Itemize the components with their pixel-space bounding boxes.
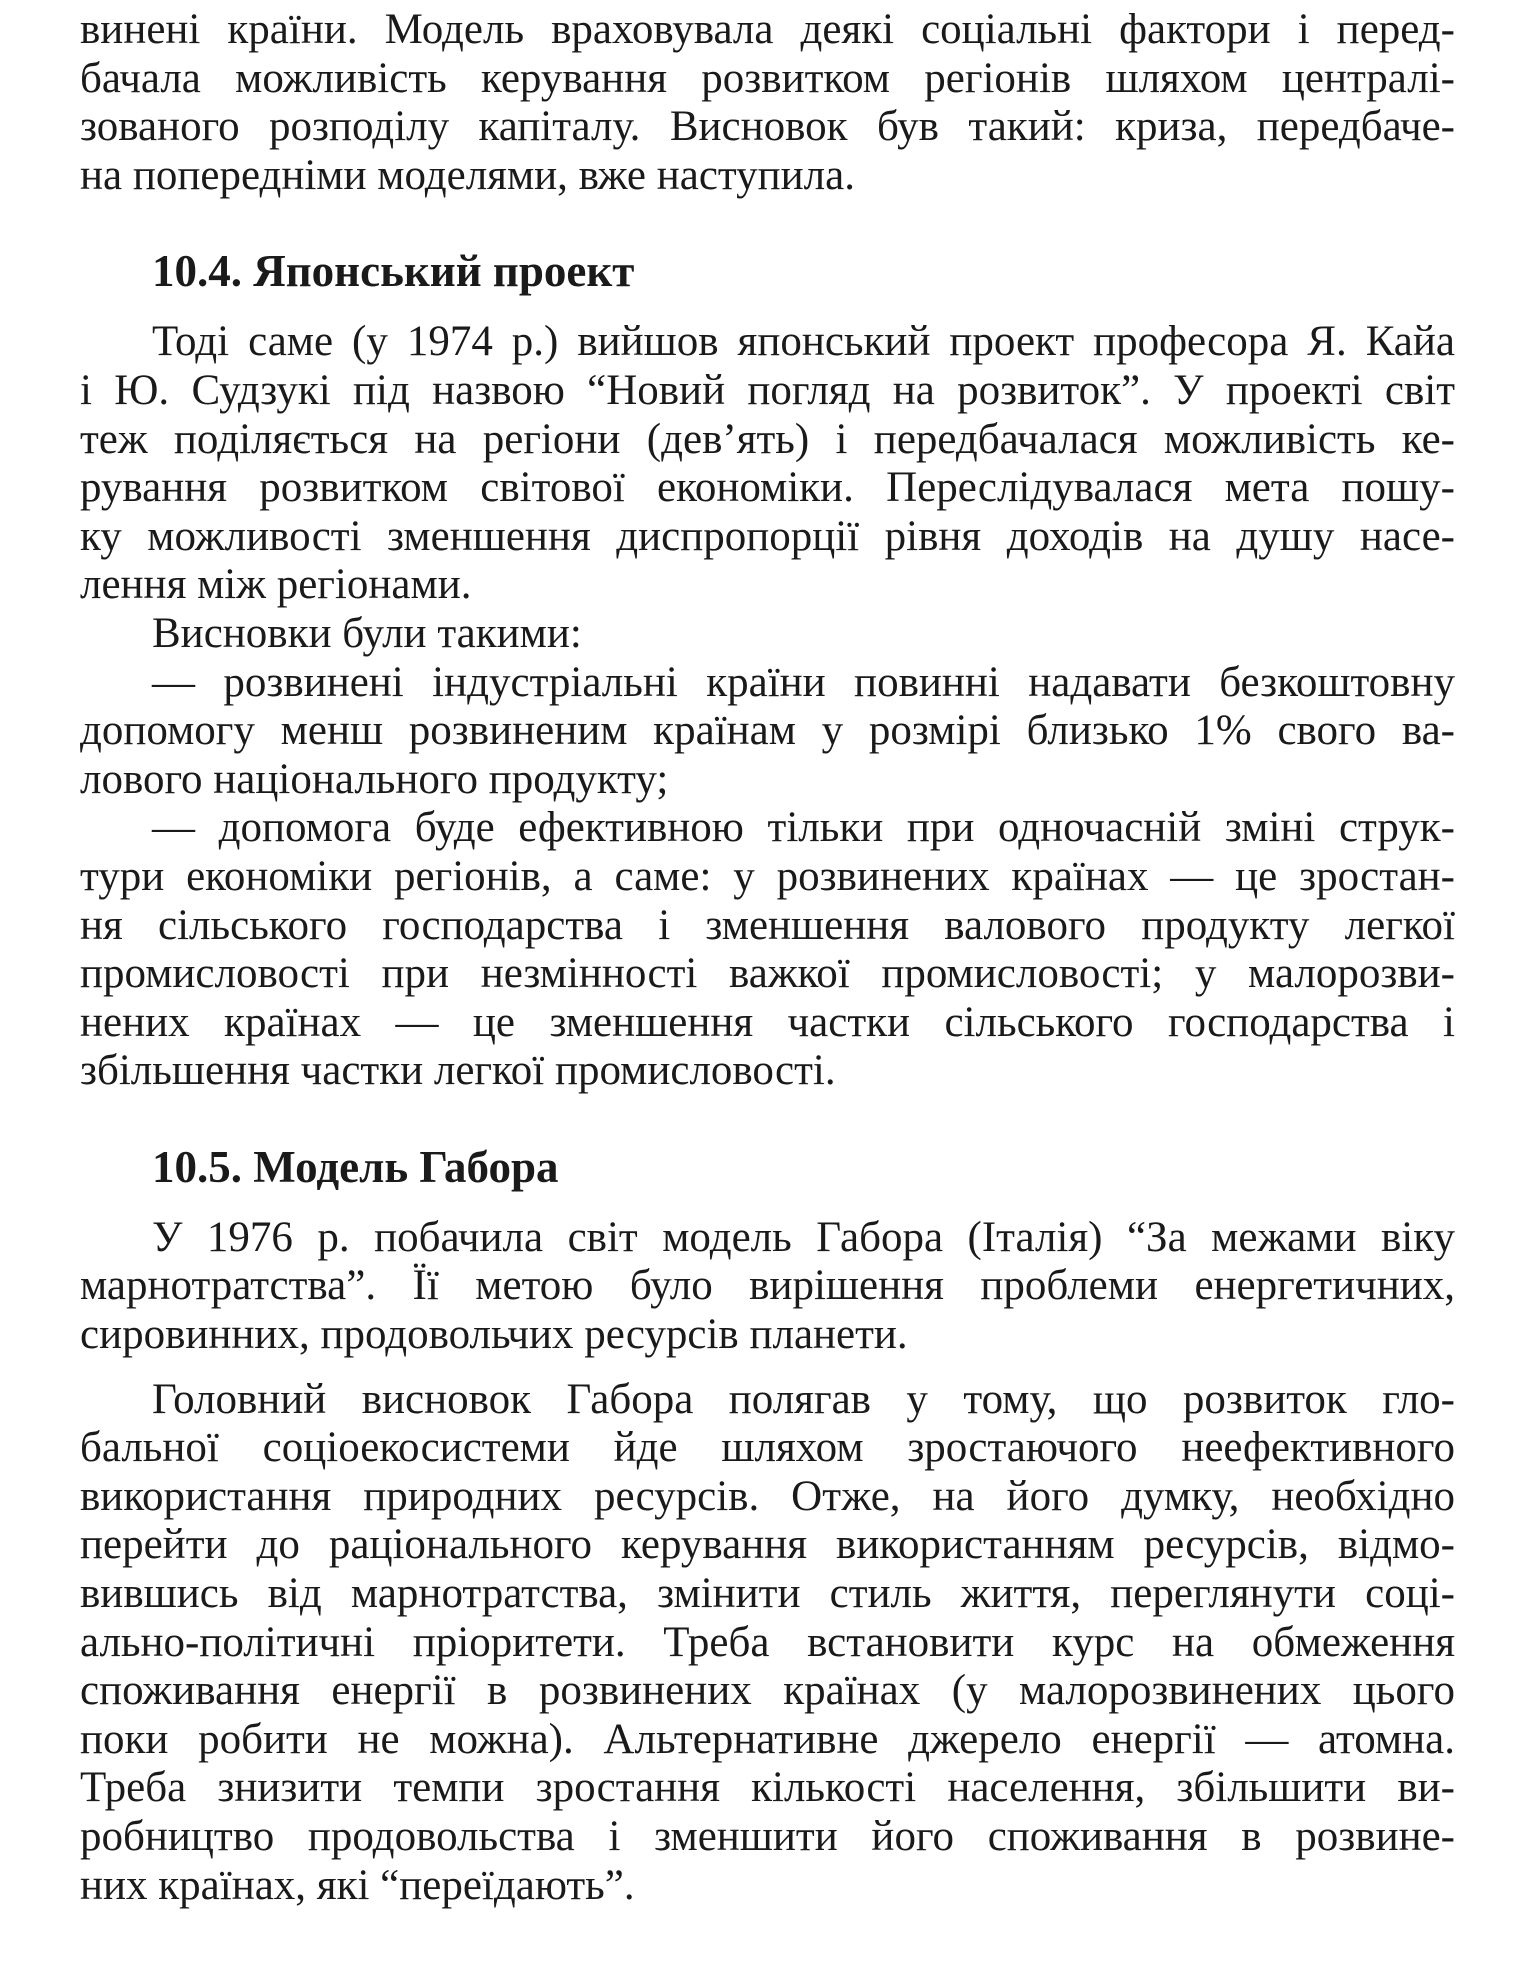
text-line: вившись від марнотратства, змінити стиль життя, переглянути соці- — [80, 1570, 1455, 1618]
section-heading-10-4: 10.4. Японський проект — [152, 246, 635, 297]
text-line: Тоді саме (у 1974 р.) вийшов японський проект професора Я. Кайа — [152, 318, 1455, 366]
text-line: споживання енергії в розвинених країнах (у малорозвинених цього — [80, 1667, 1455, 1715]
paragraph-continuation — [80, 6, 1455, 200]
text-line: використання природних ресурсів. Отже, на його думку, необхідно — [80, 1472, 1455, 1520]
text-line: — допомога буде ефективною тільки при одночасній зміні струк- — [152, 804, 1455, 852]
text-line: на попередніми моделями, вже наступила. — [80, 151, 855, 199]
text-line: поки робити не можна). Альтернативне джерело енергії — атомна. — [80, 1715, 1455, 1763]
paragraph-gabor-conclusion — [80, 1376, 1455, 1911]
paragraph-gabor-intro — [80, 1214, 1455, 1360]
text-line: ально-політичні пріоритети. Треба встановити курс на обмеження — [80, 1618, 1455, 1666]
text-line: нених країнах — це зменшення частки сільського господарства і — [80, 998, 1455, 1046]
document-page — [80, 6, 1455, 1910]
paragraph-conclusions-intro — [80, 610, 1455, 659]
text-line: Висновки були такими: — [152, 609, 582, 657]
list-item — [80, 804, 1455, 1096]
text-line: теж поділяється на регіони (дев’ять) і передбачалася можливість ке- — [80, 415, 1455, 463]
text-line: допомогу менш розвиненим країнам у розмірі близько 1% свого ва- — [80, 707, 1455, 755]
text-line: лового національного продукту; — [80, 755, 669, 803]
text-line: зованого розподілу капіталу. Висновок був такий: криза, передбаче- — [80, 103, 1455, 151]
text-line: збільшення частки легкої промисловості. — [80, 1047, 836, 1095]
paragraph-japanese-project — [80, 318, 1455, 610]
text-line: ку можливості зменшення диспропорції рівня доходів на душу насе- — [80, 512, 1455, 560]
text-line: перейти до раціонального керування використанням ресурсів, відмо- — [80, 1521, 1455, 1569]
text-line: лення між регіонами. — [80, 561, 472, 609]
text-line: бальної соціоекосистеми йде шляхом зростаючого неефективного — [80, 1424, 1455, 1472]
text-line: них країнах, які “переїдають”. — [80, 1861, 635, 1909]
text-line: ня сільського господарства і зменшення валового продукту легкої — [80, 901, 1455, 949]
text-line: марнотратства”. Її метою було вирішення проблеми енергетичних, — [80, 1262, 1455, 1310]
text-line: сировинних, продовольчих ресурсів планети. — [80, 1311, 908, 1359]
text-line: і Ю. Судзукі під назвою “Новий погляд на розвиток”. У проекті світ — [80, 366, 1455, 414]
list-item — [80, 659, 1455, 805]
text-line: робництво продовольства і зменшити його споживання в розвине- — [80, 1813, 1455, 1860]
text-line: Треба знизити темпи зростання кількості населення, збільшити ви- — [80, 1764, 1455, 1812]
text-line: тури економіки регіонів, а саме: у розвинених країнах — це зростан- — [80, 852, 1455, 900]
section-heading-10-5: 10.5. Модель Габора — [152, 1141, 559, 1192]
text-line: бачала можливість керування розвитком регіонів шляхом централі- — [80, 54, 1455, 102]
text-line: рування розвитком світової економіки. Переслідувалася мета пошу- — [80, 464, 1455, 512]
text-line: У 1976 р. побачила світ модель Габора (Італія) “За межами віку — [152, 1213, 1455, 1261]
text-line: — розвинені індустріальні країни повинні надавати безкоштовну — [152, 658, 1455, 706]
text-line: Головний висновок Габора полягав у тому, що розвиток гло- — [152, 1375, 1455, 1423]
text-line: винені країни. Модель враховувала деякі соціальні фактори і перед- — [80, 6, 1455, 53]
text-line: промисловості при незмінності важкої промисловості; у малорозви- — [80, 950, 1455, 998]
